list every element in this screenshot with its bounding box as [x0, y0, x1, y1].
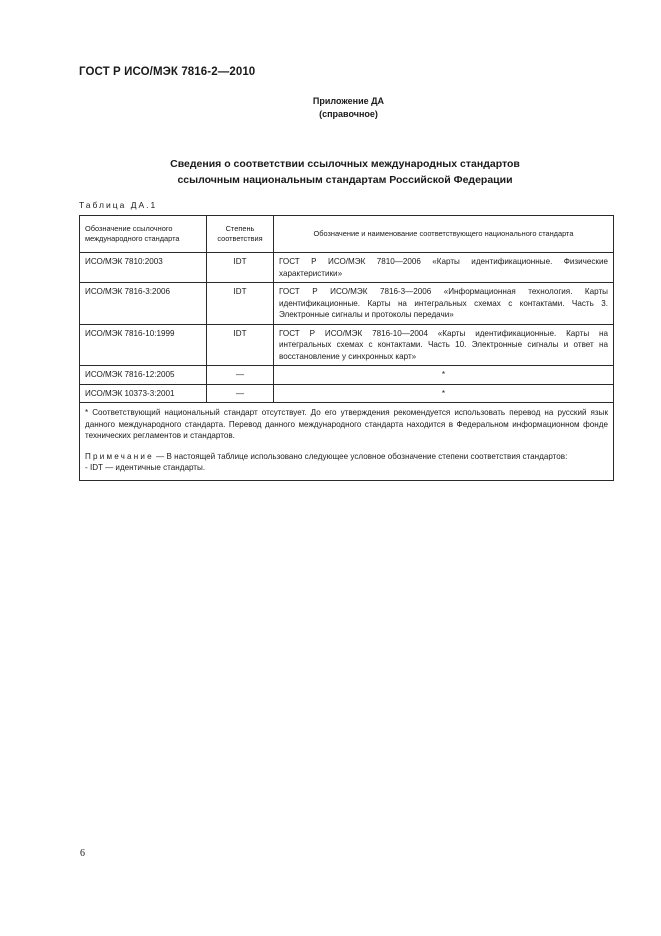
- table-row: [80, 253, 614, 283]
- footnote-text: * Соответствующий национальный стандарт отсутствует. До его утверждения рекомендуется использовать перевод на русский язык данного международного стандарта. Перевод данного международного стандарта находится в Федеральном информационном фонде технических регламентов и стандартов.: [85, 408, 608, 440]
- intl-standard-cell: ИСО/МЭК 7810:2003: [80, 253, 207, 283]
- note-text: — В настоящей таблице использовано следующее условное обозначение степени соответствия стандартов:: [153, 451, 568, 461]
- header-degree: Степень соответствия: [207, 216, 274, 253]
- header-national-standard: Обозначение и наименование соответствующего национального стандарта: [274, 216, 614, 253]
- section-title-line-1: Сведения о соответствии ссылочных международных стандартов: [170, 158, 520, 170]
- section-title: [0, 156, 661, 188]
- table-row: [80, 384, 614, 403]
- national-standard-cell: ГОСТ Р ИСО/МЭК 7810—2006 «Карты идентификационные. Физические характеристики»: [274, 253, 614, 283]
- degree-cell: IDT: [207, 324, 274, 366]
- table-row: [80, 283, 614, 325]
- annex-subtitle: (справочное): [319, 109, 378, 119]
- note-item: - IDT — идентичные стандарты.: [85, 463, 206, 472]
- note-paragraph: [85, 451, 608, 463]
- section-title-line-2: ссылочным национальным стандартам Российской Федерации: [177, 174, 513, 186]
- annex-heading: [0, 95, 661, 121]
- correspondence-table: [79, 215, 614, 481]
- national-standard-cell: *: [274, 384, 614, 403]
- national-standard-cell: *: [274, 366, 614, 385]
- intl-standard-cell: ИСО/МЭК 7816-12:2005: [80, 366, 207, 385]
- national-standard-cell: ГОСТ Р ИСО/МЭК 7816-10—2004 «Карты идентификационные. Карты на интегральных схемах с контактами. Часть 10. Электронные сигналы и ответ на восстановление у синхронных карт»: [274, 324, 614, 366]
- degree-cell: IDT: [207, 253, 274, 283]
- table-caption: Таблица ДА.1: [79, 200, 158, 210]
- table-footer-row: [80, 403, 614, 481]
- document-code-header: ГОСТ Р ИСО/МЭК 7816-2—2010: [79, 66, 256, 78]
- table-footnote-cell: [80, 403, 614, 481]
- intl-standard-cell: ИСО/МЭК 7816-3:2006: [80, 283, 207, 325]
- page-number: 6: [80, 848, 85, 859]
- table-row: [80, 366, 614, 385]
- table-row: [80, 324, 614, 366]
- degree-cell: IDT: [207, 283, 274, 325]
- table-header-row: [80, 216, 614, 253]
- degree-cell: —: [207, 384, 274, 403]
- annex-title: Приложение ДА: [312, 96, 385, 106]
- header-intl-standard: Обозначение ссылочного международного стандарта: [80, 216, 207, 253]
- note-label: Примечание: [85, 451, 154, 461]
- degree-cell: —: [207, 366, 274, 385]
- intl-standard-cell: ИСО/МЭК 10373-3:2001: [80, 384, 207, 403]
- national-standard-cell: ГОСТ Р ИСО/МЭК 7816-3—2006 «Информационная технология. Карты идентификационные. Карты на интегральных схемах с контактами. Часть 3. Электронные сигналы и протоколы передачи»: [274, 283, 614, 325]
- intl-standard-cell: ИСО/МЭК 7816-10:1999: [80, 324, 207, 366]
